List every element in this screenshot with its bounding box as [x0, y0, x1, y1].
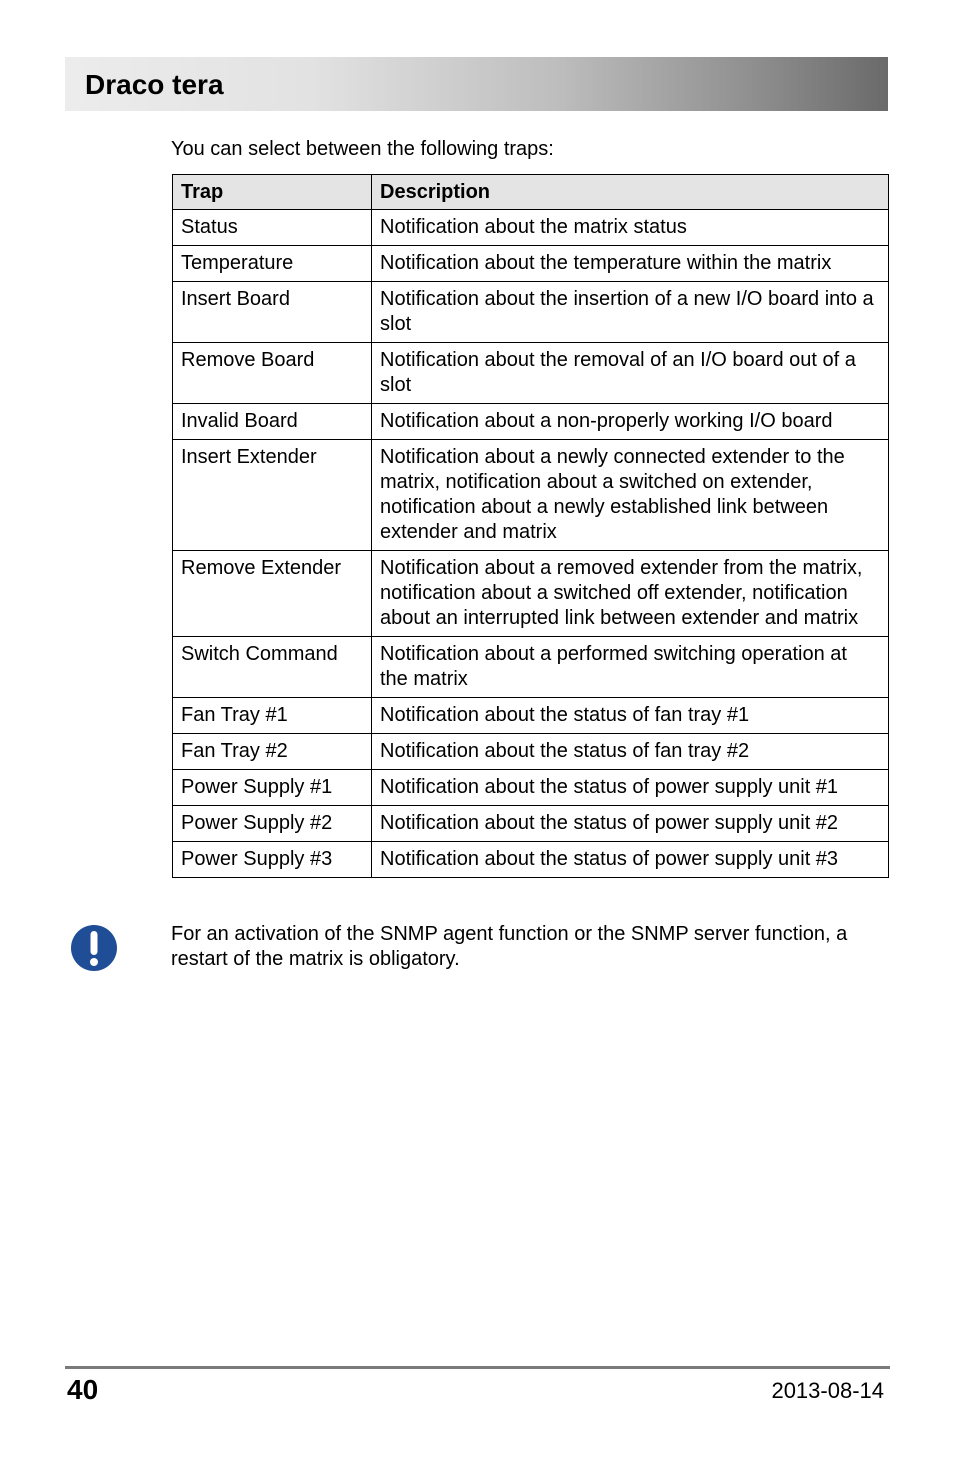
- trap-cell: Remove Board: [173, 343, 372, 404]
- traps-table: [172, 174, 889, 878]
- trap-cell: Power Supply #1: [173, 770, 372, 806]
- description-cell: Notification about a removed extender from the matrix, notification about a switched off extender, notification about an interrupted link between extender and matrix: [372, 551, 889, 637]
- table-row: [173, 734, 889, 770]
- table-row: [173, 806, 889, 842]
- trap-cell: Status: [173, 210, 372, 246]
- table-body: [173, 210, 889, 878]
- trap-cell: Insert Extender: [173, 440, 372, 551]
- table-row: [173, 210, 889, 246]
- description-cell: Notification about a non-properly working I/O board: [372, 404, 889, 440]
- page-number: 40: [67, 1374, 99, 1405]
- table-row: [173, 551, 889, 637]
- trap-cell: Insert Board: [173, 282, 372, 343]
- footer-divider: [65, 1366, 890, 1369]
- table-header-row: [173, 175, 889, 210]
- description-cell: Notification about a performed switching operation at the matrix: [372, 637, 889, 698]
- description-cell: Notification about the status of power supply unit #2: [372, 806, 889, 842]
- description-cell: Notification about the status of power supply unit #3: [372, 842, 889, 878]
- column-header-description: Description: [372, 175, 889, 210]
- description-cell: Notification about the removal of an I/O board out of a slot: [372, 343, 889, 404]
- table-row: [173, 404, 889, 440]
- exclamation-icon: [70, 924, 118, 972]
- table-row: [173, 440, 889, 551]
- intro-text: You can select between the following traps:: [171, 138, 554, 160]
- description-cell: Notification about the temperature within the matrix: [372, 246, 889, 282]
- description-cell: Notification about the status of fan tray #1: [372, 698, 889, 734]
- trap-cell: Temperature: [173, 246, 372, 282]
- header-bar: [65, 57, 888, 111]
- trap-cell: Power Supply #2: [173, 806, 372, 842]
- description-cell: Notification about the status of fan tray #2: [372, 734, 889, 770]
- table-row: [173, 343, 889, 404]
- table-row: [173, 246, 889, 282]
- table-row: [173, 770, 889, 806]
- trap-cell: Switch Command: [173, 637, 372, 698]
- table-row: [173, 698, 889, 734]
- trap-cell: Remove Extender: [173, 551, 372, 637]
- trap-cell: Fan Tray #1: [173, 698, 372, 734]
- footer-date: 2013-08-14: [771, 1378, 884, 1403]
- trap-cell: Power Supply #3: [173, 842, 372, 878]
- description-cell: Notification about a newly connected extender to the matrix, notification about a switched on extender, notification about a newly established link between extender and matrix: [372, 440, 889, 551]
- table-row: [173, 282, 889, 343]
- description-cell: Notification about the status of power supply unit #1: [372, 770, 889, 806]
- table-row: [173, 842, 889, 878]
- page-title: Draco tera: [85, 69, 224, 100]
- note-text: For an activation of the SNMP agent function or the SNMP server function, a restart of the matrix is obligatory.: [171, 923, 848, 970]
- trap-cell: Invalid Board: [173, 404, 372, 440]
- table-row: [173, 637, 889, 698]
- description-cell: Notification about the matrix status: [372, 210, 889, 246]
- column-header-trap: Trap: [173, 175, 372, 210]
- description-cell: Notification about the insertion of a new I/O board into a slot: [372, 282, 889, 343]
- trap-cell: Fan Tray #2: [173, 734, 372, 770]
